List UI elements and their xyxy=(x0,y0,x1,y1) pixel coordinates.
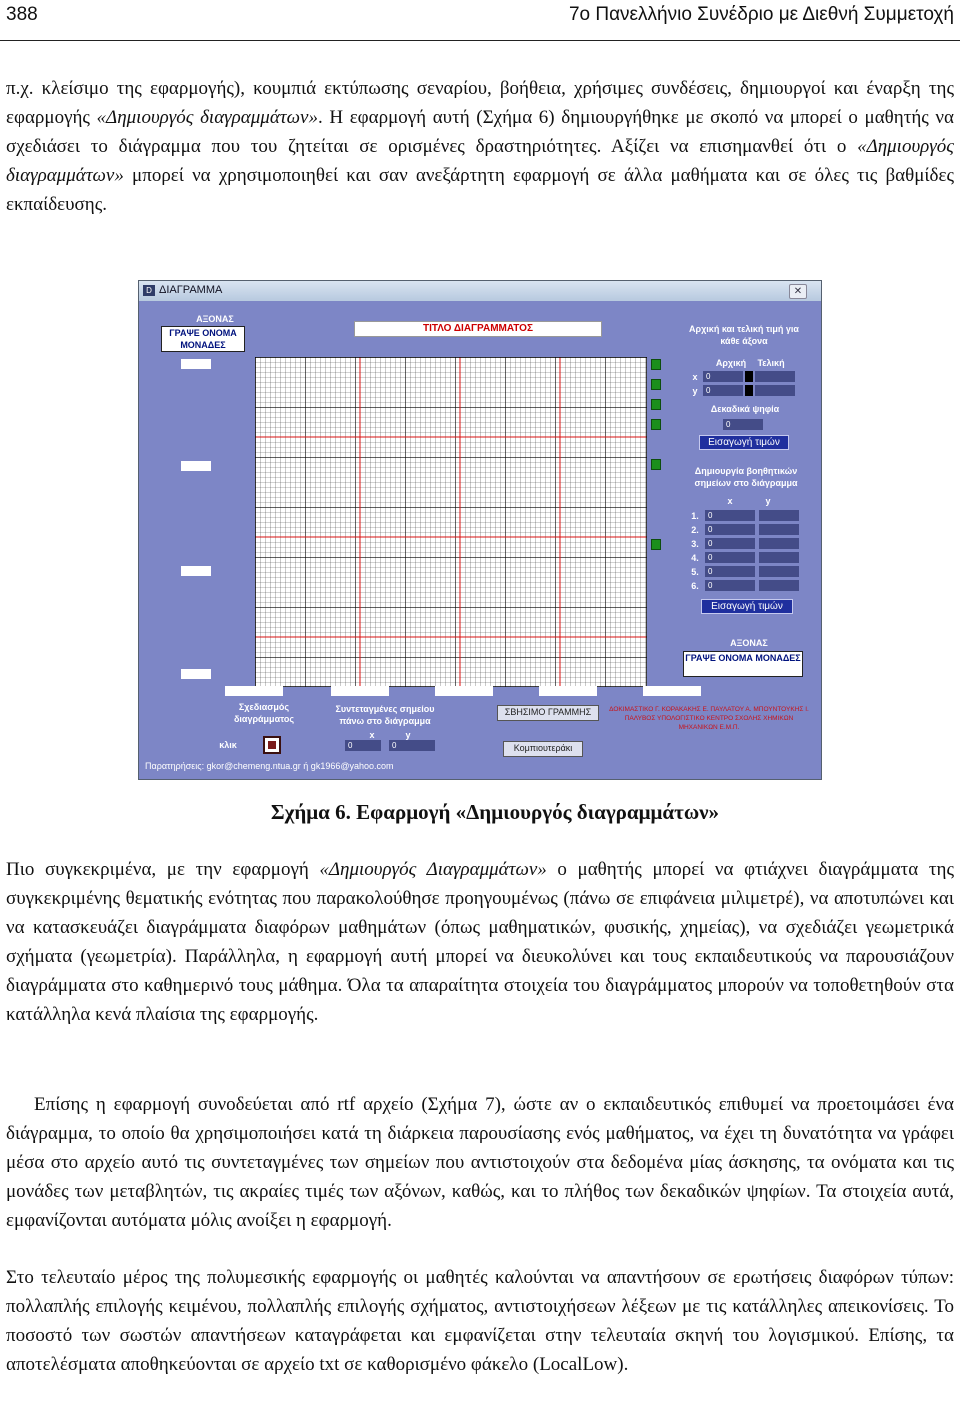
draw-diagram-checkbox[interactable] xyxy=(263,736,281,754)
page-number: 388 xyxy=(6,4,38,25)
y-tick-field[interactable] xyxy=(181,461,211,471)
y-tick-field[interactable] xyxy=(181,359,211,369)
col-final-label: Τελική xyxy=(757,358,785,368)
point-x-input[interactable]: 0 xyxy=(705,580,755,591)
paragraph-intro xyxy=(6,74,954,219)
initial-final-label: Αρχική και τελική τιμή για κάθε άξονα xyxy=(689,324,799,346)
point-number: 5. xyxy=(691,567,699,577)
x-tick-field[interactable] xyxy=(225,686,283,696)
y-initial-input[interactable]: 0 xyxy=(703,385,743,396)
paragraph-text: Πιο συγκεκριμένα, με την εφαρμογή xyxy=(6,859,320,880)
y-initial-spinner[interactable] xyxy=(745,385,753,396)
x-initial-input[interactable]: 0 xyxy=(703,371,743,382)
aux-points-label: Δημιουργία βοηθητικών σημείων στο διάγραμμα xyxy=(694,466,798,488)
point-x-input[interactable]: 0 xyxy=(705,524,755,535)
point-y-input[interactable] xyxy=(759,580,799,591)
app-icon: D xyxy=(143,285,155,296)
green-marker[interactable] xyxy=(651,419,661,430)
green-marker[interactable] xyxy=(651,359,661,370)
paragraph-emphasis: «Δημιουργός διαγραμμάτων» xyxy=(6,136,954,186)
paragraph-text: μπορεί να χρησιμοποιηθεί και σαν ανεξάρτητη εφαρμογή σε άλλα μαθήματα και σε όλες τις βαθμίδες εκπαίδευσης. xyxy=(6,165,954,215)
point-number: 1. xyxy=(691,511,699,521)
page-header xyxy=(0,0,960,41)
decimals-label: Δεκαδικά ψηφία xyxy=(710,404,780,414)
row-x-label: x xyxy=(692,372,698,382)
x-initial-spinner[interactable] xyxy=(745,371,753,382)
y-tick-field[interactable] xyxy=(181,669,211,679)
x-tick-field[interactable] xyxy=(331,686,389,696)
window-title: ΔΙΑΓΡΑΜΜΑ xyxy=(159,284,223,296)
running-head: 7ο Πανελλήνιο Συνέδριο με Διεθνή Συμμετοχή xyxy=(568,4,954,25)
x-tick-field[interactable] xyxy=(539,686,597,696)
x-tick-field[interactable] xyxy=(643,686,701,696)
paragraph-text: π.χ. κλείσιμο της εφαρμογής), κουμπιά εκτύπωσης σεναρίου, βοήθεια, χρήσιμες συνδέσεις, δημιουργοί και έναρξη της εφαρμογής xyxy=(6,78,954,128)
coord-x-output: 0 xyxy=(345,740,381,751)
close-icon[interactable]: ✕ xyxy=(789,284,807,299)
green-marker[interactable] xyxy=(651,399,661,410)
green-marker[interactable] xyxy=(651,539,661,550)
point-x-input[interactable]: 0 xyxy=(705,552,755,563)
point-number: 4. xyxy=(691,553,699,563)
coord-y-output: 0 xyxy=(389,740,435,751)
paragraph-text: ο μαθητής μπορεί να φτιάχνει διαγράμματα της συγκεκριμένης θεματικής ενότητας που παρακολούθησε προηγουμένως (πάνω σε επιφάνεια μιλιμετρέ), να αποτυπώνει και να κατασκευάζει διαγράμματα διαφόρων μαθημάτων (όπως μαθηματικών, φυσικής, χημείας), να σχεδιάζει γεωμετρικά σχήματα (γεωμετρία). Παράλληλα, η εφαρμογή αυτή μπορεί να διευκολύνει και τους εκπαιδευτικούς να παρουσιάζουν διαγράμματα στο καθημερινό τους μάθημα. Όλα τα απαραίτητα στοιχεία του διαγράμματος μπορούν να τοποθετηθούν στα κατάλληλα κενά πλαίσια της εφαρμογής. xyxy=(6,859,954,1025)
diagram-title-box[interactable]: ΤΙΤΛΟ ΔΙΑΓΡΑΜΜΑΤΟΣ xyxy=(354,321,602,337)
green-marker[interactable] xyxy=(651,459,661,470)
coords-label: Συντεταγμένες σημείου πάνω στο διάγραμμα xyxy=(335,704,435,726)
diagram-app-window xyxy=(138,280,822,780)
coord-y-label: y xyxy=(405,730,411,740)
x-axis-name-box[interactable]: ΓΡΑΨΕ ΟΝΟΜΑ ΜΟΝΑΔΕΣ xyxy=(683,651,803,677)
paragraph-emphasis: «Δημιουργός διαγραμμάτων» xyxy=(96,107,318,128)
decimals-input[interactable]: 0 xyxy=(723,419,763,430)
y-axis-name-box[interactable]: ΓΡΑΨΕ ΟΝΟΜΑ ΜΟΝΑΔΕΣ xyxy=(161,326,245,352)
figure-caption: Σχήμα 6. Εφαρμογή «Δημιουργός διαγραμμάτων» xyxy=(270,800,720,824)
enter-values-button-2[interactable]: Εισαγωγή τιμών xyxy=(701,599,793,614)
point-number: 3. xyxy=(691,539,699,549)
col-x-label: x xyxy=(727,496,733,506)
x-final-input[interactable] xyxy=(755,371,795,382)
x-axis-label: ΑΞΟΝΑΣ xyxy=(730,638,768,648)
enter-values-button[interactable]: Εισαγωγή τιμών xyxy=(699,435,789,450)
paragraph-quiz: Στο τελευταίο μέρος της πολυμεσικής εφαρμογής οι μαθητές καλούνται να απαντήσουν σε ερωτήσεις διαφόρων τύπων: πολλαπλής επιλογής κειμένου, πολλαπλής επιλογής σχήματος, αντιστοιχήσεων λέξεων με τις κατάλληλες απεικονίσεις. Το ποσοστό των σωστών απαντήσεων καταγράφεται και εμφανίζεται στην τελευταία σκηνή του λογισμικού. Επίσης, τα αποτελέσματα αποθηκεύονται σε αρχείο txt σε καθορισμένο φάκελο (LocalLow). xyxy=(6,1267,954,1375)
green-marker[interactable] xyxy=(651,379,661,390)
paragraph-emphasis: «Δημιουργός Διαγραμμάτων» xyxy=(319,859,547,880)
window-titlebar xyxy=(139,281,821,301)
point-y-input[interactable] xyxy=(759,524,799,535)
credits-text: ΔΟΚΙΜΑΣΤΙΚΟ Γ. ΚΟΡΑΚΑΚΗΣ Ε. ΠΑΥΛΑΤΟΥ Α. ΜΠΟΥΝΤΟΥΚΗΣ Ι. ΠΑΛΥΒΟΣ ΥΠΟΛΟΓΙΣΤΙΚΟ ΚΕΝΤΡΟ ΣΧΟΛΗΣ ΧΗΜΙΚΩΝ ΜΗΧΑΝΙΚΩΝ Ε.Μ.Π. xyxy=(609,706,809,731)
point-y-input[interactable] xyxy=(759,552,799,563)
row-y-label: y xyxy=(692,386,698,396)
paragraph-rtf: Επίσης η εφαρμογή συνοδεύεται από rtf αρχείο (Σχήμα 7), ώστε αν ο εκπαιδευτικός επιθυμεί να προετοιμάσει ένα διάγραμμα, το οποίο θα χρησιμοποιήσει κατά τη διάρκεια παρουσίασης ενός μαθήματος, να έχει τη δυνατότητα να γράφει μέσα στο αρχείο αυτό τις συντεταγμένες των σημείων που αντιστοιχούν στα δεδομένα μίας άσκησης, τα ονόματα και τις μονάδες των μεταβλητών, τις ακραίες τιμές των αξόνων, καθώς, και το πλήθος των δεκαδικών ψηφίων. Τα στοιχεία αυτά, εμφανίζονται αυτόματα μόλις ανοίξει η εφαρμογή. xyxy=(6,1094,954,1231)
point-y-input[interactable] xyxy=(759,538,799,549)
coord-x-label: x xyxy=(369,730,375,740)
y-final-input[interactable] xyxy=(755,385,795,396)
point-x-input[interactable]: 0 xyxy=(705,566,755,577)
col-initial-label: Αρχική xyxy=(715,358,747,368)
point-y-input[interactable] xyxy=(759,510,799,521)
x-tick-field[interactable] xyxy=(435,686,493,696)
point-x-input[interactable]: 0 xyxy=(705,538,755,549)
y-tick-field[interactable] xyxy=(181,566,211,576)
paragraph-specifics xyxy=(6,855,954,1029)
point-number: 6. xyxy=(691,581,699,591)
point-x-input[interactable]: 0 xyxy=(705,510,755,521)
feedback-text: Παρατηρήσεις: gkor@chemeng.ntua.gr ή gk1966@yahoo.com xyxy=(145,761,394,771)
click-label: κλικ xyxy=(219,740,237,750)
erase-line-button[interactable]: ΣΒΗΣΙΜΟ ΓΡΑΜΜΗΣ xyxy=(497,705,599,721)
calculator-button[interactable]: Κομπιουτεράκι xyxy=(503,741,583,757)
point-number: 2. xyxy=(691,525,699,535)
millimeter-grid[interactable] xyxy=(255,357,647,687)
col-y-label: y xyxy=(765,496,771,506)
y-axis-label: ΑΞΟΝΑΣ xyxy=(196,314,234,324)
paragraph-text: . Η εφαρμογή αυτή (Σχήμα 6) δημιουργήθηκε με σκοπό να μπορεί ο μαθητής να σχεδιάσει το διάγραμμα που του ζητείται σε ορισμένες δραστηριότητες. Αξίζει να επισημανθεί ότι ο xyxy=(6,107,954,157)
point-y-input[interactable] xyxy=(759,566,799,577)
draw-diagram-label: Σχεδιασμός διαγράμματος xyxy=(233,702,295,724)
